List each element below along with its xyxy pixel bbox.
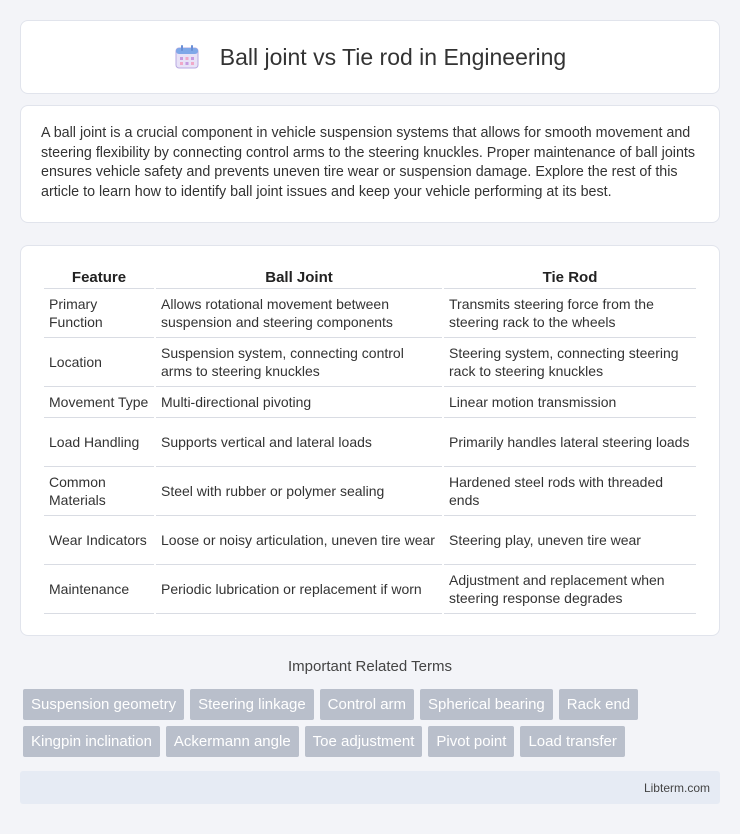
table-row (44, 387, 696, 418)
table-cell: Periodic lubrication or replacement if worn (156, 565, 442, 614)
table-cell: Location (44, 338, 154, 387)
table-cell: Multi-directional pivoting (156, 387, 442, 418)
table-row (44, 289, 696, 338)
table-cell: Steering system, connecting steering rack to steering knuckles (444, 338, 696, 387)
tag-ackermann-angle[interactable]: Ackermann angle (166, 726, 299, 757)
table-cell: Suspension system, connecting control arms to steering knuckles (156, 338, 442, 387)
tag-pivot-point[interactable]: Pivot point (428, 726, 514, 757)
table-cell: Allows rotational movement between suspension and steering components (156, 289, 442, 338)
tag-toe-adjustment[interactable]: Toe adjustment (305, 726, 423, 757)
tag-kingpin-inclination[interactable]: Kingpin inclination (23, 726, 160, 757)
table-row (44, 418, 696, 467)
table-cell: Hardened steel rods with threaded ends (444, 467, 696, 516)
header-ball-joint: Ball Joint (156, 264, 442, 289)
intro-card (20, 105, 720, 223)
table-cell: Supports vertical and lateral loads (156, 418, 442, 467)
footer (20, 771, 720, 804)
tag-steering-linkage[interactable]: Steering linkage (190, 689, 314, 720)
related-terms-title: Important Related Terms (288, 658, 452, 675)
calendar-icon (174, 44, 200, 70)
table-cell: Primary Function (44, 289, 154, 338)
table-cell: Linear motion transmission (444, 387, 696, 418)
header-tie-rod: Tie Rod (444, 264, 696, 289)
tag-spherical-bearing[interactable]: Spherical bearing (420, 689, 553, 720)
table-cell: Steering play, uneven tire wear (444, 516, 696, 565)
table-cell: Transmits steering force from the steering rack to the wheels (444, 289, 696, 338)
tag-rack-end[interactable]: Rack end (559, 689, 638, 720)
header-feature: Feature (44, 264, 154, 289)
tag-row (23, 689, 723, 720)
table-cell: Primarily handles lateral steering loads (444, 418, 696, 467)
tag-load-transfer[interactable]: Load transfer (520, 726, 624, 757)
table-cell: Adjustment and replacement when steering response degrades (444, 565, 696, 614)
table-row (44, 516, 696, 565)
table-cell: Load Handling (44, 418, 154, 467)
tag-suspension-geometry[interactable]: Suspension geometry (23, 689, 184, 720)
footer-brand-link[interactable]: Libterm.com (643, 780, 710, 795)
table-cell: Wear Indicators (44, 516, 154, 565)
table-cell: Steel with rubber or polymer sealing (156, 467, 442, 516)
related-terms (23, 689, 723, 763)
tag-control-arm[interactable]: Control arm (320, 689, 414, 720)
table-cell: Common Materials (44, 467, 154, 516)
title-card (20, 20, 720, 94)
tag-row (23, 726, 723, 757)
intro-text: A ball joint is a crucial component in vehicle suspension systems that allows for smooth movement and steering flexibility by connecting control arms to the steering knuckles. Proper maintenance of ball joints ensures vehicle safety and prevents uneven tire wear or suspension damage. Explore the rest of this article to learn how to identify ball joint issues and keep your vehicle performing at its best. (41, 125, 696, 201)
table-row (44, 338, 696, 387)
table-cell: Maintenance (44, 565, 154, 614)
table-cell: Movement Type (44, 387, 154, 418)
table-row (44, 467, 696, 516)
table-row (44, 565, 696, 614)
comparison-table (42, 264, 698, 614)
table-cell: Loose or noisy articulation, uneven tire wear (156, 516, 442, 565)
comparison-table-card (20, 245, 720, 636)
page-title: Ball joint vs Tie rod in Engineering (219, 43, 567, 70)
table-header-row (44, 264, 696, 289)
